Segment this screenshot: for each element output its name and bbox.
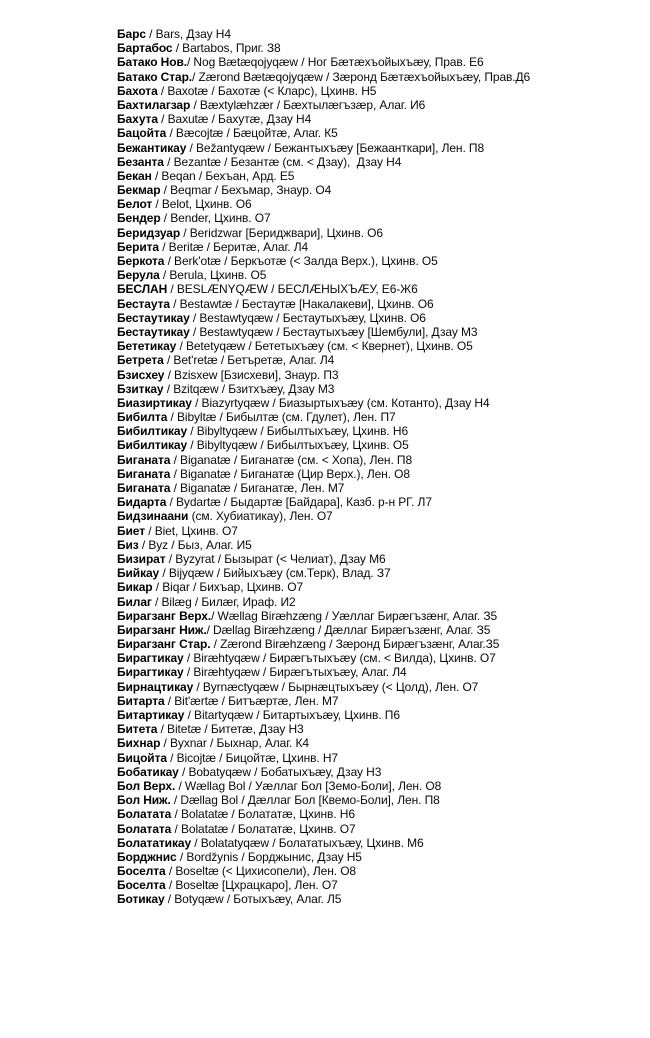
entry-details: / Biræhtyqæw / Бирæгътыхъæу, Алаг. Л4 (183, 665, 407, 680)
entry-details: (см. Хубиатикау), Лен. О7 (188, 509, 333, 524)
entry-details: / Beqmar / Бехъмар, Знаур. О4 (160, 183, 332, 198)
list-item (117, 509, 587, 523)
entry-term: Беркота (117, 254, 165, 268)
entry-term: Бихнар (117, 736, 161, 751)
entry-term: Ботикау (117, 892, 165, 907)
list-item (117, 112, 587, 126)
entry-details: / Baxotæ / Бахотæ (< Кларс), Цхинв. Н5 (157, 83, 377, 98)
list-item (117, 438, 587, 452)
list-item (117, 779, 587, 793)
list-item (117, 368, 587, 382)
list-item (117, 595, 587, 609)
list-item (117, 382, 587, 396)
entry-term: Биганата (117, 481, 171, 495)
entry-details: / Byxnar / Быхнар, Алаг. К4 (160, 736, 309, 751)
entry-details: / Bolatatæ / Болататæ, Цхинв. Н6 (171, 807, 355, 822)
entry-details: / Bitetæ / Битетæ, Дзау Н3 (157, 722, 304, 737)
entry-term: Бахота (117, 83, 158, 98)
entry-details: / Biræhtyqæw / Бирæгътыхъæу (см. < Вилда), Цхинв. О7 (183, 651, 496, 666)
entry-details: / Bestawtyqæw / Бестаутыхъæу [Шембули], Дзау М3 (189, 324, 478, 339)
entry-details: / Bit'ærtæ / Битъæртæ, Лен. М7 (164, 693, 339, 708)
list-item (117, 538, 587, 552)
entry-details: / Bibyltyqæw / Бибылтыхъæу, Цхинв. О5 (187, 438, 409, 453)
list-item (117, 183, 587, 197)
entry-details: / Byrnæctyqæw / Бырнæцтыхъæу (< Цолд), Лен. О7 (193, 679, 479, 694)
entry-term: Бекан (117, 168, 152, 183)
entry-term: Бацойта (117, 126, 167, 141)
entry-term: Билаг (117, 594, 152, 609)
entry-details: / Bzisxew [Бзисхеви], Знаур. П3 (164, 367, 339, 382)
list-item (117, 878, 587, 892)
entry-details: / Bæcojtæ / Бæцойтæ, Алаг. К5 (166, 126, 338, 141)
entry-details: / Botyqæw / Ботыхъæу, Алаг. Л5 (164, 892, 342, 907)
entry-term: Биет (117, 523, 145, 538)
entry-details: / Bars, Дзау Н4 (145, 27, 231, 41)
list-item (117, 453, 587, 467)
entry-term: Борджнис (117, 849, 177, 864)
list-item (117, 495, 587, 509)
list-item (117, 708, 587, 722)
entry-term: Бирагтикау (117, 651, 184, 666)
list-item (117, 665, 587, 679)
entry-list (117, 27, 587, 907)
entry-term: Бирнацтикау (117, 679, 194, 694)
list-item (117, 680, 587, 694)
entry-details: / Bestawtyqæw / Бестаутыхъæу, Цхинв. О6 (189, 310, 426, 325)
entry-details: / Bezantæ / Безантæ (см. < Дзау), Дзау Н4 (163, 154, 402, 169)
list-item (117, 55, 587, 69)
entry-term: Безанта (117, 154, 164, 169)
list-item (117, 325, 587, 339)
entry-details: / Bibyltyqæw / Бибылтыхъæу, Цхинв. Н6 (187, 424, 409, 439)
entry-term: Боселта (117, 878, 166, 893)
list-item (117, 580, 587, 594)
entry-term: Бестаутикау (117, 324, 190, 339)
entry-details: / Biganatæ / Биганатæ, Лен. М7 (170, 481, 345, 495)
list-item (117, 807, 587, 821)
list-item (117, 793, 587, 807)
entry-details: / Biqar / Бихъар, Цхинв. О7 (152, 580, 304, 595)
entry-details: / Beqan / Бехъан, Ард. Е5 (151, 168, 295, 183)
list-item (117, 254, 587, 268)
list-item (117, 722, 587, 736)
entry-term: Бартабос (117, 41, 173, 56)
entry-term: Битета (117, 722, 158, 737)
entry-details: / Bežantyqæw / Бежантыхъæу [Бежаанткари], Лен. П8 (186, 140, 485, 155)
list-item (117, 637, 587, 651)
entry-details: / Bet'retæ / Бетъретæ, Алаг. Л4 (163, 353, 335, 368)
entry-details: / Biganatæ / Биганатæ (Цир Верх.), Лен. О8 (170, 466, 410, 481)
entry-details: / Byzyrat / Бызырат (< Челиат), Дзау М6 (165, 551, 386, 566)
entry-term: Бирагзанг Стар. (117, 637, 211, 652)
entry-term: Бидарта (117, 495, 167, 510)
list-item (117, 765, 587, 779)
entry-term: Бол Верх. (117, 778, 176, 793)
entry-term: Бзиткау (117, 381, 164, 396)
entry-term: Болатата (117, 821, 172, 836)
entry-details: / Beridzwar [Бериджвари], Цхинв. О6 (180, 225, 383, 240)
list-item (117, 240, 587, 254)
list-item (117, 297, 587, 311)
entry-term: Бицойта (117, 750, 167, 765)
entry-term: Бибилта (117, 410, 168, 425)
list-item (117, 141, 587, 155)
entry-term: Барс (117, 27, 146, 41)
list-item (117, 282, 587, 296)
list-item (117, 623, 587, 637)
list-item (117, 822, 587, 836)
list-item (117, 892, 587, 906)
list-item (117, 211, 587, 225)
entry-term: Бибилтикау (117, 438, 188, 453)
list-item (117, 353, 587, 367)
entry-details: / Wællag Biræhzæng / Уæллаг Бирæгъзæнг, Алаг. З5 (211, 608, 498, 623)
entry-term: Бахтилагзар (117, 97, 191, 112)
list-item (117, 396, 587, 410)
entry-details: / Nog Bætæqojyqæw / Ног Бæтæхъойыхъæу, Прав. Е6 (186, 55, 484, 70)
entry-term: БЕСЛАН (117, 282, 168, 297)
entry-term: Бол Ниж. (117, 793, 171, 808)
list-item (117, 836, 587, 850)
entry-term: Батако Стар. (117, 69, 193, 84)
entry-details: / Zærond Bætæqojyqæw / Зæронд Бæтæхъойыхъæу, Прав.Д6 (192, 69, 531, 84)
entry-details: / Belot, Цхинв. О6 (152, 197, 252, 212)
entry-term: Бекмар (117, 183, 161, 198)
entry-term: Бийкау (117, 566, 160, 581)
entry-term: Болатата (117, 807, 172, 822)
list-item (117, 424, 587, 438)
entry-term: Батако Нов. (117, 55, 187, 70)
entry-term: Битартикау (117, 708, 185, 722)
entry-term: Бзисхеу (117, 367, 165, 382)
entry-term: Бикар (117, 580, 153, 595)
entry-term: Боселта (117, 864, 166, 879)
entry-term: Бахута (117, 112, 158, 127)
entry-term: Бирагтикау (117, 665, 184, 680)
entry-details: / Zærond Biræhzæng / Зæронд Бирæгъзæнг, Алаг.З5 (210, 637, 500, 652)
list-item (117, 311, 587, 325)
entry-term: Бобатикау (117, 764, 179, 779)
entry-details: / BESLÆNYQÆW / БЕСЛÆНЫХЪÆУ, Е6-Ж6 (167, 282, 418, 297)
entry-details: / Bibyltæ / Бибылтæ (см. Гдулет), Лен. П7 (167, 410, 396, 425)
entry-term: Бизират (117, 551, 166, 566)
list-item (117, 481, 587, 495)
entry-details: / Biganatæ / Биганатæ (см. < Хопа), Лен. П8 (170, 452, 413, 467)
entry-details: / Bzitqæw / Бзитхъæу, Дзау М3 (163, 381, 335, 396)
list-item (117, 84, 587, 98)
list-item (117, 467, 587, 481)
entry-details: / Bilæg / Билæг, Ираф. И2 (151, 594, 296, 609)
entry-term: Болататикау (117, 835, 192, 850)
entry-details: / Bijyqæw / Бийыхъæу (см.Терк), Влад. З7 (159, 566, 391, 581)
entry-details: / Bestawtæ / Бестаутæ [Накалакеви], Цхинв. О6 (169, 296, 434, 311)
list-item (117, 864, 587, 878)
entry-term: Бежантикау (117, 140, 187, 155)
entry-details: / Bitartyqæw / Битартыхъæу, Цхинв. П6 (184, 708, 400, 722)
list-item (117, 41, 587, 55)
entry-details: / Bolatatæ / Болататæ, Цхинв. О7 (171, 821, 356, 836)
list-item (117, 98, 587, 112)
entry-details: / Biazyrtyqæw / Биазыртыхъæу (см. Котанто), Дзау Н4 (191, 395, 490, 410)
entry-details: / Bordžynis / Борджынис, Дзау Н5 (176, 849, 362, 864)
entry-term: Биз (117, 537, 139, 552)
list-item (117, 651, 587, 665)
list-item (117, 268, 587, 282)
list-item (117, 410, 587, 424)
list-item (117, 126, 587, 140)
entry-details: / Beritæ / Беритæ, Алаг. Л4 (158, 239, 309, 254)
entry-details: / Biet, Цхинв. О7 (145, 523, 238, 538)
list-item (117, 751, 587, 765)
entry-term: Бибилтикау (117, 424, 188, 439)
entry-details: / Boseltæ (< Цихисопели), Лен. О8 (165, 864, 357, 879)
entry-term: Беридзуар (117, 225, 181, 240)
list-item (117, 197, 587, 211)
entry-term: Бирагзанг Ниж. (117, 622, 207, 637)
entry-details: / Boseltæ [Цхрацкаро], Лен. О7 (165, 878, 338, 893)
entry-term: Берула (117, 268, 160, 283)
entry-term: Берита (117, 239, 159, 254)
entry-details: / Bydartæ / Быдартæ [Байдара], Казб. р-н РГ. Л7 (166, 495, 432, 510)
entry-details: / Berula, Цхинв. О5 (159, 268, 267, 283)
entry-details: / Bicojtæ / Бицойтæ, Цхинв. Н7 (166, 750, 338, 765)
list-item (117, 736, 587, 750)
entry-term: Бестаута (117, 296, 170, 311)
entry-details: / Berk'otæ / Беркъотæ (< Залда Верх.), Цхинв. О5 (164, 254, 438, 268)
entry-term: Бестаутикау (117, 310, 190, 325)
list-item (117, 27, 587, 41)
list-item (117, 694, 587, 708)
entry-details: / Dællag Bol / Дæллаг Бол [Квемо-Боли], Лен. П8 (170, 793, 440, 808)
list-item (117, 524, 587, 538)
entry-details: / Baxutæ / Бахутæ, Дзау Н4 (157, 112, 312, 127)
entry-term: Бетрета (117, 353, 164, 368)
entry-details: / Bender, Цхинв. О7 (160, 211, 271, 226)
entry-term: Бидзинаани (117, 509, 189, 524)
entry-term: Бирагзанг Верх. (117, 608, 212, 623)
entry-details: / Betetyqæw / Бететыхъæу (см. < Квернет), Цхинв. О5 (176, 339, 473, 354)
list-item (117, 609, 587, 623)
entry-details: / Bolatatyqæw / Болататыхъæу, Цхинв. М6 (191, 835, 424, 850)
list-item (117, 850, 587, 864)
entry-term: Белот (117, 197, 153, 212)
entry-details: / Bobatyqæw / Бобатыхъæу, Дзау Н3 (178, 764, 382, 779)
entry-term: Бететикау (117, 339, 177, 354)
list-item (117, 552, 587, 566)
list-item (117, 70, 587, 84)
list-item (117, 169, 587, 183)
entry-details: / Bæxtylæhzær / Бæхтылæгъзæр, Алаг. И6 (190, 97, 426, 112)
entry-details: / Byz / Быз, Алаг. И5 (138, 537, 252, 552)
entry-details: / Wællag Bol / Уæллаг Бол [Земо-Боли], Лен. О8 (175, 778, 442, 793)
list-item (117, 566, 587, 580)
list-item (117, 155, 587, 169)
entry-term: Бендер (117, 211, 161, 226)
entry-term: Биганата (117, 466, 171, 481)
entry-details: / Bartabos, Приг. З8 (172, 41, 281, 56)
entry-term: Биганата (117, 452, 171, 467)
list-item (117, 339, 587, 353)
entry-details: / Dællag Biræhzæng / Дæллаг Бирæгъзæнг, Алаг. З5 (206, 622, 491, 637)
list-item (117, 226, 587, 240)
entry-term: Биазиртикау (117, 395, 192, 410)
entry-term: Битарта (117, 693, 165, 708)
